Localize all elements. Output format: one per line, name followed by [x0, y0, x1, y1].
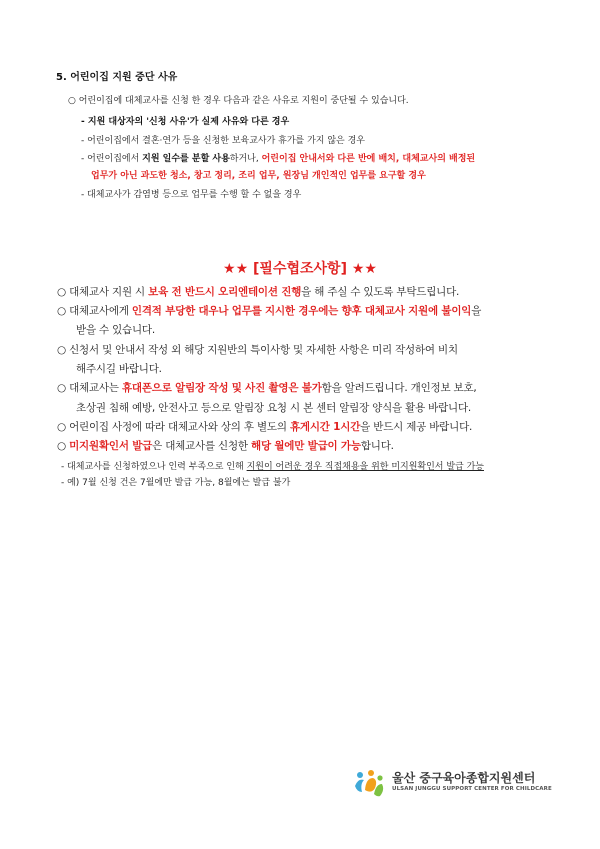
- notice-text: ○ 대체교사에게: [57, 305, 132, 317]
- reason-warning: 업무가 아닌 과도한 청소, 창고 정리, 조리 업무, 원장님 개인적인 업무를 요구할 경우: [91, 171, 426, 181]
- notice-text: 합니다.: [360, 440, 394, 452]
- center-logo: [352, 766, 557, 800]
- reason-item-3: [81, 153, 475, 165]
- notice-sub-2: [61, 477, 290, 489]
- notice-line-2-continued: [76, 323, 155, 337]
- notice-emphasis: 휴대폰으로 알림장 작성 및 사진 촬영은 불가: [121, 382, 322, 394]
- notice-line-3: [57, 343, 458, 357]
- notice-text: ○ 어린이집 사정에 따라 대체교사와 상의 후 별도의: [57, 421, 290, 433]
- notice-line-2: [57, 304, 481, 318]
- notice-emphasis: 휴게시간 1시간: [289, 421, 361, 433]
- center-name-english: ULSAN JUNGGU SUPPORT CENTER FOR CHILDCARE: [392, 786, 552, 792]
- notice-text: 받을 수 있습니다.: [76, 324, 156, 336]
- reason-item-2: [81, 135, 365, 147]
- notice-text: 함을 알려드립니다. 개인정보 보호,: [321, 382, 477, 394]
- notice-line-5: [57, 420, 472, 434]
- reason-item-1: - 지원 대상자의 '신청 사유'가 실제 사유와 다른 경우: [81, 117, 290, 127]
- notice-line-6: [57, 439, 394, 453]
- reason-text: - 어린이집에서 결혼·연가 등을 신청한 보육교사가 휴가를 가지 않은 경우: [81, 136, 365, 146]
- notice-sub-text: - 대체교사를 신청하였으나 인력 부족으로 인해: [61, 462, 247, 472]
- notice-line-3-continued: [76, 362, 162, 376]
- notice-text: ○: [57, 440, 70, 452]
- notice-text: ○ 신청서 및 안내서 작성 외 해당 지원반의 특이사항 및 자세한 사항은 미리 작성하여 비치: [57, 344, 458, 356]
- notice-line-4-continued: [76, 401, 471, 415]
- section-title: 5. 어린이집 지원 중단 사유: [56, 72, 178, 83]
- notice-sub-text: - 예) 7월 신청 건은 7월에만 발급 가능, 8월에는 발급 불가: [61, 478, 291, 488]
- reason-text: 하거나,: [229, 154, 262, 164]
- center-name: 울산 중구육아종합지원센터: [392, 771, 536, 785]
- notice-sub-underlined: 지원이 어려운 경우 직접채용을 위한 미지원확인서 발급 가능: [246, 462, 484, 472]
- notice-text: 초상권 침해 예방, 안전사고 등으로 알림장 요청 시 본 센터 알림장 양식을 활용 바랍니다.: [76, 402, 472, 414]
- notice-sub-1: [61, 461, 484, 473]
- notice-emphasis: 미지원확인서 발급: [69, 440, 153, 452]
- notice-emphasis: 보육 전 반드시 오리엔테이션 진행: [148, 286, 302, 298]
- required-cooperation-heading: ★★ [필수협조사항] ★★: [223, 261, 377, 277]
- notice-text: 을: [471, 305, 482, 317]
- reason-item-4: [81, 189, 301, 201]
- reason-item-3-continued: [91, 170, 426, 182]
- reason-text: - 대체교사가 감염병 등으로 업무를 수행 할 수 없을 경우: [81, 190, 302, 200]
- notice-emphasis: 해당 월에만 발급이 가능: [251, 440, 361, 452]
- notice-text: ○ 대체교사는: [57, 382, 122, 394]
- notice-line-4: [57, 381, 477, 395]
- notice-line-1: [57, 285, 459, 299]
- notice-text: 해주시길 바랍니다.: [76, 363, 162, 375]
- notice-text: ○ 대체교사 지원 시: [57, 286, 149, 298]
- reason-text: - 어린이집에서: [81, 154, 143, 164]
- notice-text: 은 대체교사를 신청한: [152, 440, 252, 452]
- reason-emphasis: 지원 일수를 분할 사용: [142, 154, 230, 164]
- notice-text: 을 해 주실 수 있도록 부탁드립니다.: [301, 286, 460, 298]
- notice-emphasis: 인격적 부당한 대우나 업무를 지시한 경우에는 향후 대체교사 지원에 불이익: [131, 305, 472, 317]
- section-intro: ○ 어린이집에 대체교사를 신청 한 경우 다음과 같은 사유로 지원이 중단될 수 있습니다.: [68, 96, 409, 106]
- childcare-center-logo-icon: [352, 766, 386, 800]
- reason-warning: 어린이집 안내서와 다른 반에 배치, 대체교사의 배정된: [261, 154, 476, 164]
- notice-text: 을 반드시 제공 바랍니다.: [360, 421, 473, 433]
